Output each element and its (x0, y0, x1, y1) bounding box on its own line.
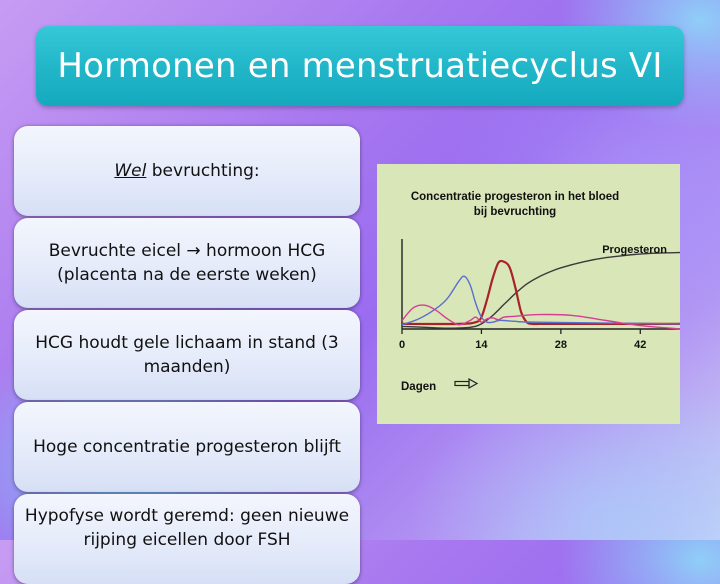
x-tick-label: 42 (634, 339, 647, 351)
x-tick-label: 0 (398, 339, 406, 351)
underlined-word: Wel (114, 161, 147, 181)
card-hypofyse (14, 494, 360, 584)
card-text: Hypofyse wordt geremd: geen nieuwe rijping eicellen door FSH (24, 506, 350, 550)
card-gele-lichaam (14, 310, 360, 400)
chart-svg (377, 164, 680, 424)
slide-title-box (36, 26, 684, 106)
card-text: HCG houdt gele lichaam in stand (3 maanden) (35, 333, 339, 377)
progesterone-chart (377, 164, 680, 424)
slide-title: Hormonen en menstruatiecyclus VI (57, 46, 663, 86)
card-wel-bevruchting (14, 126, 360, 216)
card-progesteron (14, 402, 360, 492)
card-text: bevruchting: (146, 161, 260, 181)
x-tick-label: 14 (475, 339, 488, 351)
bullet-card-list (14, 126, 360, 550)
chart-title-line1: Concentratie progesteron in het bloed (410, 191, 620, 203)
series-line-blue (402, 276, 680, 325)
series-label-progesteron: Progesteron (602, 244, 667, 256)
x-tick-label: 28 (554, 339, 567, 351)
series-line-pink (402, 305, 680, 329)
chart-title-line2: bij bevruchting (473, 206, 557, 218)
card-hcg-hormoon (14, 218, 360, 308)
series-layer (402, 253, 680, 330)
card-text: Hoge concentratie progesteron blijft (33, 437, 341, 457)
arrow-icon (455, 379, 477, 388)
tick-layer (399, 329, 646, 351)
x-axis-label: Dagen (401, 381, 437, 393)
card-text: Bevruchte eicel → hormoon HCG (placenta na de eerste weken) (48, 241, 326, 285)
